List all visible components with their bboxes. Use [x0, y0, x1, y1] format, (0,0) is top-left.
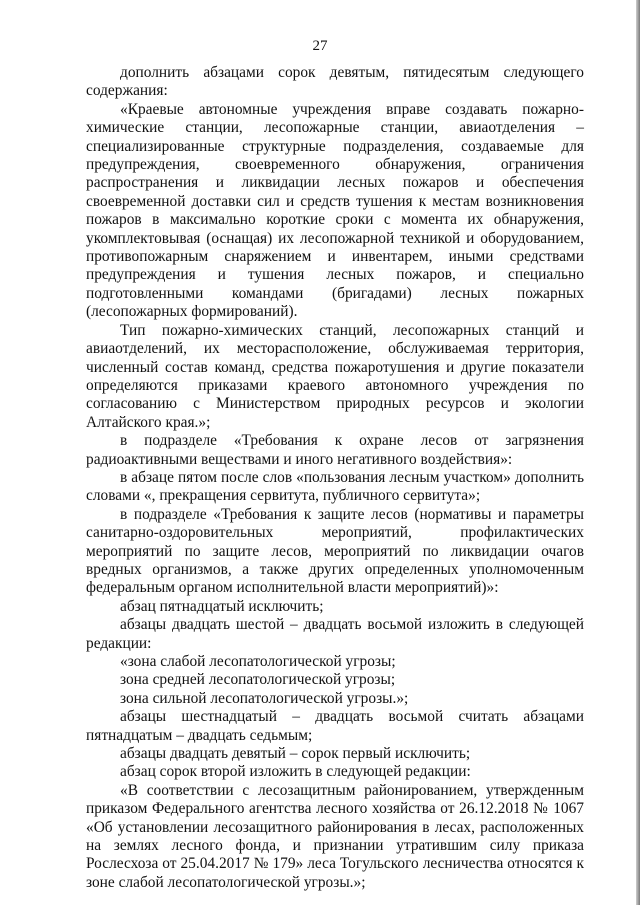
paragraph: «зона слабой лесопатологической угрозы; [120, 653, 396, 670]
paragraph: «В соответствии с лесозащитным районированием, утвержденным приказом Федерального агентства лесного хозяйства от 26.12.2018 № 1067 «Об установлении лесозащитного районирования в лесах, расположенных на землях лесного фонда, и признании утратившим силу приказа Рослесхоза от 25.04.2017 № 179» леса Тогульского лесничества относятся к зоне слабой лесопатологической угрозы.»; [86, 781, 584, 891]
page-number: 27 [312, 38, 328, 54]
paragraph: зона сильной лесопатологической угрозы.»; [120, 689, 409, 707]
paragraph: абзацы шестнадцатый – двадцать восьмой считать абзацами пятнадцатым – двадцать седьмым; [86, 708, 584, 744]
paragraph: абзац сорок второй изложить в следующей редакции: [120, 763, 471, 781]
paragraph: в подразделе «Требования к охране лесов от загрязнения радиоактивными веществами и иного негативного воздействия»: [86, 432, 584, 468]
paragraph: абзацы двадцать девятый – сорок первый исключить; [120, 745, 471, 763]
paragraph: дополнить абзацами сорок девятым, пятидесятым следующего содержания: [86, 64, 584, 100]
paragraph: в абзаце пятом после слов «пользования лесным участком» дополнить словами «, прекращения сервитута, публичного сервитута»; [86, 468, 584, 505]
paragraph: абзац пятнадцатый исключить; [120, 597, 324, 615]
paragraph: в подразделе «Требования к защите лесов (нормативы и параметры санитарно-оздоровительных мероприятий, профилактических мероприятий по защите лесов, мероприятий по ликвидации очагов вредных организмов, а также других определенных уполномоченным федеральным органом исполнительной власти мероприятий)»: [86, 505, 584, 597]
page-edge-shadow [636, 0, 640, 905]
paragraph: абзацы двадцать шестой – двадцать восьмой изложить в следующей редакции: [86, 616, 584, 652]
paragraph: «Краевые автономные учреждения вправе создавать пожарно-химические станции, лесопожарные станции, авиаотделения – специализированные структурные подразделения, создаваемые для предупреждения, своевременного обнаружения, ограничения распространения и ликвидации лесных пожаров и обеспечения своевременной доставки сил и средств тушения к местам возникновения пожаров в максимально короткие сроки с момента их обнаружения, укомплектовывая (оснащая) их лесопожарной техникой и оборудованием, противопожарным снаряжением и инвентарем, иными средствами предупреждения и тушения лесных пожаров, и специально подготовленными командами (бригадами) лесных пожарных (лесопожарных формирований). [86, 100, 584, 321]
paragraph: Тип пожарно-химических станций, лесопожарных станций и авиаотделений, их месторасположение, обслуживаемая территория, численный состав команд, средства пожаротушения и другие показатели определяются приказами краевого автономного учреждения по согласованию с Министерством природных ресурсов и экологии Алтайского края.»; [86, 321, 584, 431]
paragraph: зона средней лесопатологической угрозы; [120, 671, 396, 689]
document-body [86, 64, 584, 892]
